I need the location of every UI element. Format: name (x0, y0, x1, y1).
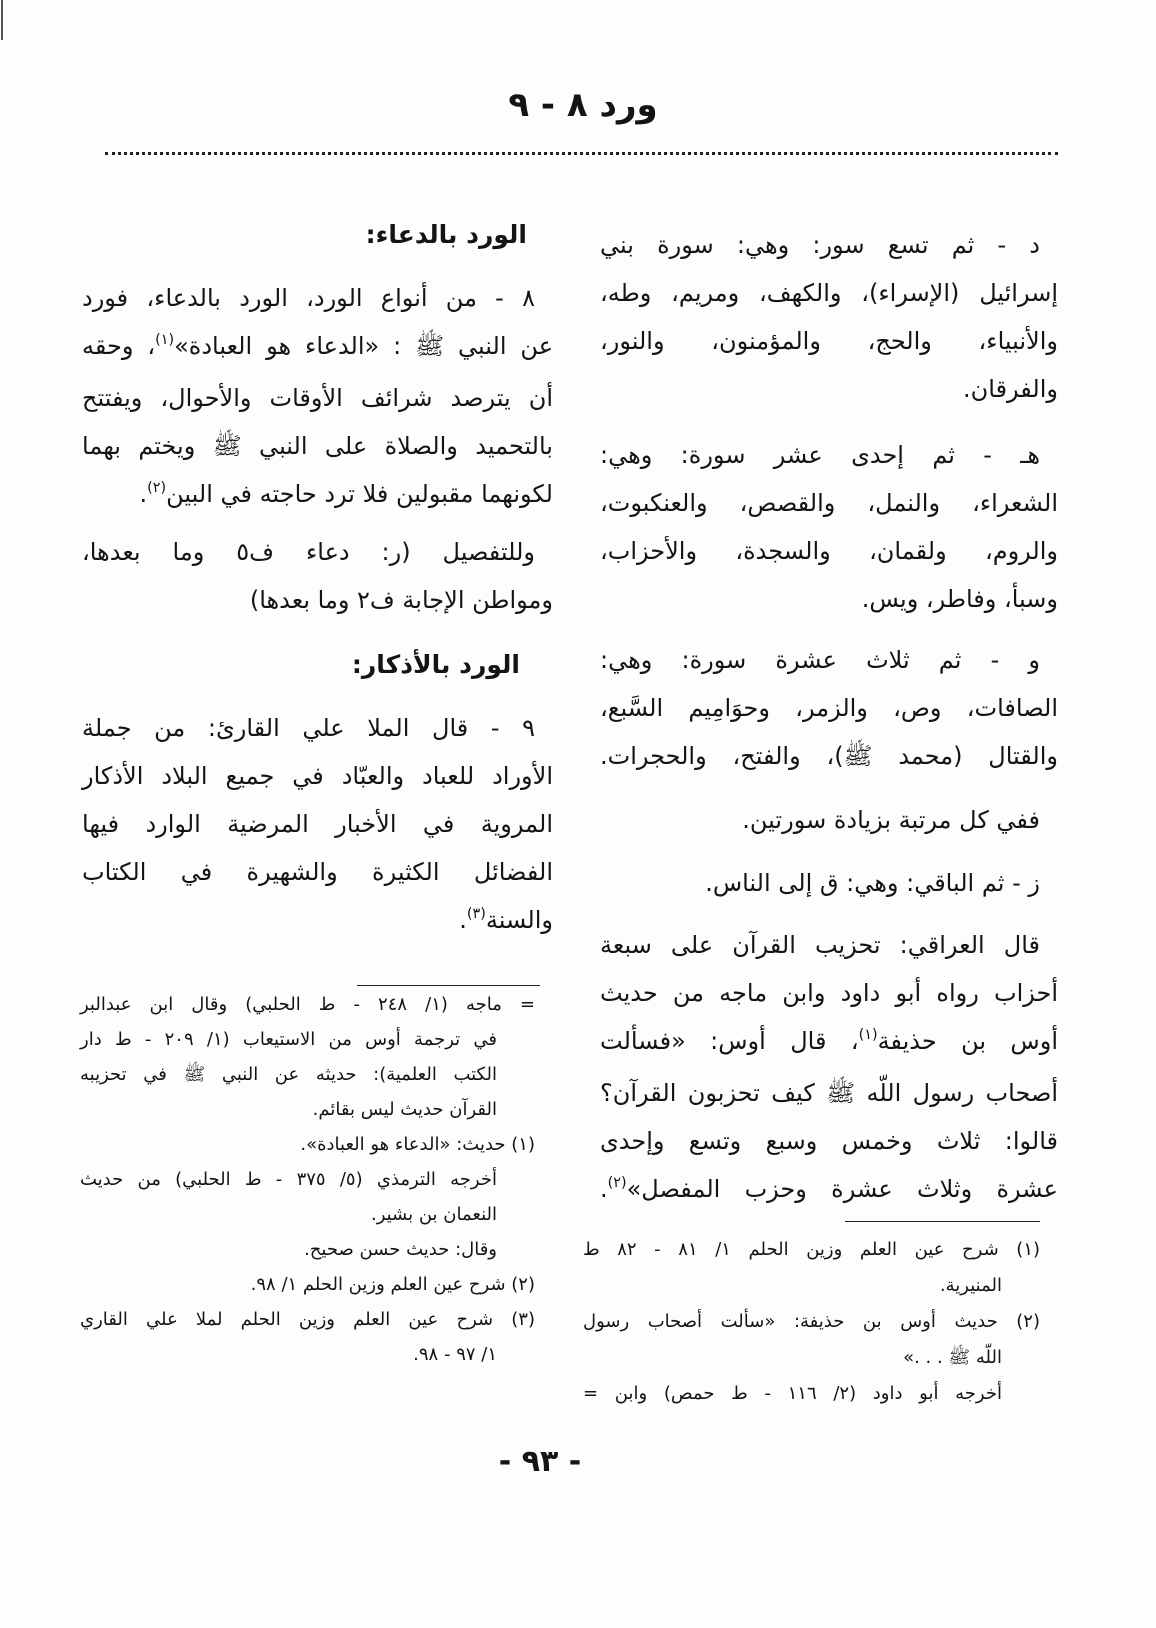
text-segment: عشرة وثلاث عشرة وحزب المفصل» (626, 1175, 1058, 1203)
text-line: وللتفصيل (ر: دعاء ف٥ وما بعدها، (82, 538, 535, 566)
footnote-marker: (١) (858, 1026, 878, 1043)
footnote-marker: (٣) (466, 905, 486, 922)
text-line: الشعراء، والنمل، والقصص، والعنكبوت، (600, 489, 1058, 517)
right-section-waw (600, 636, 1058, 780)
text-line: الفضائل الكثيرة والشهيرة في الكتاب (82, 858, 553, 886)
section-heading-adhkar: الورد بالأذكار: (351, 650, 520, 679)
right-note-paragraph (600, 796, 1058, 844)
footnote-separator (845, 1221, 1040, 1222)
text-segment: والسنة (485, 906, 553, 934)
right-footnotes (583, 1232, 1040, 1412)
right-section-zay (600, 859, 1058, 907)
footnote-line: أخرجه أبو داود (٢/ ١١٦ - ط حمص) وابن = (583, 1383, 1002, 1404)
text-line: إسرائيل (الإسراء)، والكهف، ومريم، وطه، (600, 279, 1058, 307)
footnote-line: الكتب العلمية): حديثه عن النبي ﷺ في تحزيبه (80, 1064, 497, 1085)
text-segment: عن النبي ﷺ : «الدعاء هو العبادة» (174, 332, 554, 360)
text-segment: . (459, 906, 467, 934)
text-line: أن يترصد شرائف الأوقات والأحوال، ويفتتح (82, 384, 553, 412)
left-paragraph-8 (82, 274, 553, 522)
footnote-line: في ترجمة أوس من الاستيعاب (١/ ٢٠٩ - ط دار (80, 1029, 498, 1050)
text-line: وسبأ، وفاطر، ويس. (861, 585, 1058, 613)
footnote-line: القرآن حديث ليس بقائم. (312, 1099, 497, 1120)
text-line: والفرقان. (963, 375, 1058, 403)
right-section-he (600, 431, 1058, 623)
text-line: والقتال (محمد ﷺ)، والفتح، والحجرات. (600, 742, 1058, 770)
footnote-line: أخرجه الترمذي (٥/ ٣٧٥ - ط الحلبي) من حديث (80, 1169, 497, 1190)
footnote-marker: (١) (155, 331, 175, 348)
footnote-line: وقال: حديث حسن صحيح. (304, 1239, 497, 1260)
footnote-marker: (٢) (607, 1174, 627, 1191)
text-line: قال العراقي: تحزيب القرآن على سبعة (600, 931, 1040, 959)
text-line: ففي كل مرتبة بزيادة سورتين. (742, 806, 1040, 834)
text-line (82, 470, 553, 522)
scan-edge-mark (1, 0, 3, 40)
text-line: هـ - ثم إحدى عشر سورة: وهي: (600, 441, 1040, 469)
text-line: والروم، ولقمان، والسجدة، والأحزاب، (600, 537, 1058, 565)
text-line (600, 1017, 1058, 1069)
footnote-line: النعمان بن بشير. (370, 1204, 497, 1225)
right-section-d (600, 221, 1058, 413)
text-segment: أوس بن حذيفة (877, 1027, 1058, 1055)
page-number: - ٩٣ - (498, 1444, 582, 1479)
footnote-line: = ماجه (١/ ٢٤٨ - ط الحلبي) وقال ابن عبدالبر (80, 994, 535, 1015)
text-line: د - ثم تسع سور: وهي: سورة بني (600, 231, 1040, 259)
text-line: الأوراد للعباد والعبّاد في جميع البلاد الأذكار (82, 762, 553, 790)
text-segment: لكونهما مقبولين فلا ترد حاجته في البين (166, 480, 553, 508)
text-line: الصافات، وص، والزمر، وحوَامِيم السَّبع، (600, 694, 1058, 722)
text-line: بالتحميد والصلاة على النبي ﷺ ويختم بهما (82, 432, 553, 460)
footnote-line: اللّه ﷺ . . .» (903, 1347, 1002, 1368)
running-header-title: ورد ٨ - ٩ (508, 85, 658, 125)
text-line: ٨ - من أنواع الورد، الورد بالدعاء، فورد (82, 284, 535, 312)
left-paragraph-9 (82, 704, 553, 948)
text-line (600, 1165, 1058, 1217)
text-line: أصحاب رسول اللّه ﷺ كيف تحزبون القرآن؟ (600, 1079, 1058, 1107)
text-segment: ، وحقه (82, 332, 156, 360)
text-line: أحزاب رواه أبو داود وابن ماجه من حديث (600, 979, 1058, 1007)
text-line: ز - ثم الباقي: وهي: ق إلى الناس. (705, 869, 1040, 897)
text-segment: ، قال أوس: «فسألت (600, 1027, 859, 1055)
text-line (82, 896, 553, 948)
footnote-marker: (٢) (147, 479, 167, 496)
footnote-separator (357, 985, 540, 986)
text-line: ٩ - قال الملا علي القارئ: من جملة (82, 714, 535, 742)
header-dotted-rule (105, 152, 1058, 155)
text-line (82, 322, 553, 374)
footnote-line: (١) شرح عين العلم وزين الحلم ١/ ٨١ - ٨٢ ط (583, 1239, 1041, 1260)
text-line: ومواطن الإجابة ف٢ وما بعدها) (249, 586, 553, 614)
footnote-line: (٢) شرح عين العلم وزين الحلم ١/ ٩٨. (250, 1274, 535, 1295)
footnote-line: (١) حديث: «الدعاء هو العبادة». (300, 1134, 535, 1155)
text-segment: . (139, 480, 148, 508)
left-reference-paragraph (82, 528, 553, 624)
text-line: و - ثم ثلاث عشرة سورة: وهي: (600, 646, 1040, 674)
footnote-line: (٣) شرح عين العلم وزين الحلم لملا علي القاري (80, 1309, 535, 1330)
footnote-line: المنيرية. (939, 1275, 1002, 1296)
left-footnotes (80, 987, 535, 1372)
footnote-line: ١/ ٩٧ - ٩٨. (413, 1344, 497, 1365)
section-heading-dua: الورد بالدعاء: (365, 220, 527, 249)
text-line: والأنبياء، والحج، والمؤمنون، والنور، (600, 327, 1058, 355)
text-line: المروية في الأخبار المرضية الوارد فيها (82, 810, 553, 838)
right-iraqi-paragraph (600, 921, 1058, 1217)
text-segment: . (600, 1175, 608, 1203)
footnote-line: (٢) حديث أوس بن حذيفة: «سألت أصحاب رسول (583, 1311, 1040, 1332)
text-line: قالوا: ثلاث وخمس وسبع وتسع وإحدى (600, 1127, 1058, 1155)
